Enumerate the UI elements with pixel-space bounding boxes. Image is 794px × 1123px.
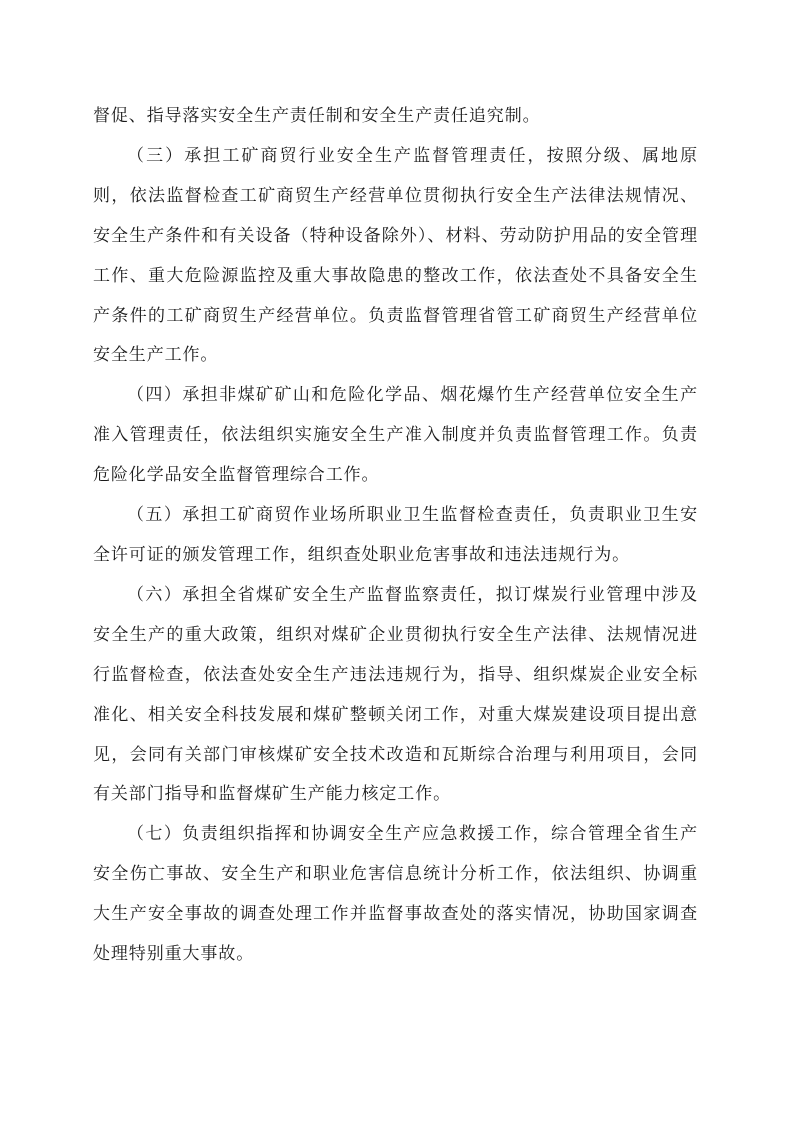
paragraph-continuation: 督促、指导落实安全生产责任制和安全生产责任追究制。 bbox=[93, 106, 541, 126]
paragraph-item-4: （四）承担非煤矿矿山和危险化学品、烟花爆竹生产经营单位安全生产准入管理责任，依法组织实施安全生产准入制度并负责监督管理工作。负责危险化学品安全监督管理综合工作。 bbox=[93, 385, 698, 486]
paragraph-item-5: （五）承担工矿商贸作业场所职业卫生监督检查责任，负责职业卫生安全许可证的颁发管理工作，组织查处职业危害事故和违法违规行为。 bbox=[93, 505, 698, 565]
paragraph-item-3: （三）承担工矿商贸行业安全生产监督管理责任，按照分级、属地原则，依法监督检查工矿商贸生产经营单位贯彻执行安全生产法律法规情况、安全生产条件和有关设备（特种设备除外）、材料、劳动防护用品的安全管理工作、重大危险源监控及重大事故隐患的整改工作，依法查处不具备安全生产条件的工矿商贸生产经营单位。负责监督管理省管工矿商贸生产经营单位安全生产工作。 bbox=[93, 145, 698, 366]
document-body bbox=[93, 97, 698, 975]
paragraph-item-6: （六）承担全省煤矿安全生产监督监察责任，拟订煤炭行业管理中涉及安全生产的重大政策，组织对煤矿企业贯彻执行安全生产法律、法规情况进行监督检查，依法查处安全生产违法违规行为，指导、组织煤炭企业安全标准化、相关安全科技发展和煤矿整顿关闭工作，对重大煤炭建设项目提出意见，会同有关部门审核煤矿安全技术改造和瓦斯综合治理与利用项目，会同有关部门指导和监督煤矿生产能力核定工作。 bbox=[93, 584, 698, 805]
paragraph-item-7: （七）负责组织指挥和协调安全生产应急救援工作，综合管理全省生产安全伤亡事故、安全生产和职业危害信息统计分析工作，依法组织、协调重大生产安全事故的调查处理工作并监督事故查处的落实情况，协助国家调查处理特别重大事故。 bbox=[93, 824, 698, 965]
